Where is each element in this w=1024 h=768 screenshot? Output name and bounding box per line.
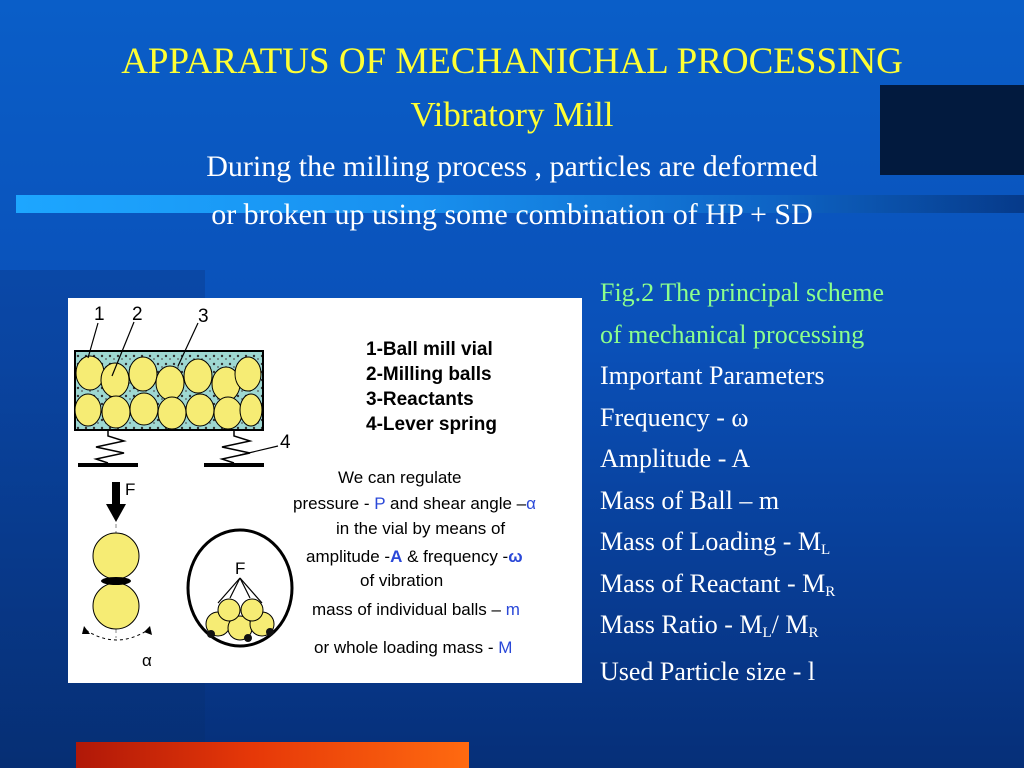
vial-cross-section bbox=[188, 530, 292, 646]
param-particle-size: Used Particle size - l bbox=[600, 656, 816, 686]
legend-vial: 1-Ball mill vial bbox=[366, 339, 493, 360]
mill-diagram bbox=[68, 298, 582, 683]
note-amplitude: amplitude - bbox=[306, 547, 391, 566]
parameters-panel bbox=[600, 278, 1020, 698]
slide-title: APPARATUS OF MECHANICHAL PROCESSING bbox=[121, 41, 903, 82]
note-M: M bbox=[498, 638, 513, 657]
mass-ratio-mid: / M bbox=[771, 610, 809, 639]
note-omega: ω bbox=[508, 547, 523, 566]
mass-loading-text: Mass of Loading - M bbox=[600, 527, 821, 556]
note-line-6 bbox=[312, 600, 520, 619]
note-line-1: We can regulate bbox=[338, 468, 462, 487]
lever-spring-left bbox=[78, 430, 138, 465]
callout-2: 2 bbox=[132, 304, 143, 325]
note-line-2 bbox=[293, 494, 536, 513]
note-line-7 bbox=[314, 638, 512, 657]
mass-loading-sub: L bbox=[820, 542, 831, 558]
mass-ratio-sub-2: R bbox=[808, 625, 819, 641]
note-line-4 bbox=[306, 547, 523, 566]
note-pressure: pressure - bbox=[293, 494, 375, 513]
note-p: P bbox=[374, 494, 386, 513]
force-label-2: F bbox=[235, 559, 246, 578]
mass-ratio-sub-1: L bbox=[762, 625, 772, 641]
note-alpha: α bbox=[526, 494, 536, 513]
mass-reactant-text: Mass of Reactant - M bbox=[600, 568, 826, 598]
param-mass-ball: Mass of Ball – m bbox=[600, 485, 780, 515]
legend-reactants: 3-Reactants bbox=[366, 389, 474, 410]
param-mass-reactant bbox=[600, 569, 1020, 611]
param-mass-loading bbox=[600, 527, 1020, 569]
description-line-2: or broken up using some combination of HP + SD bbox=[211, 198, 813, 231]
mass-reactant-sub: R bbox=[825, 583, 836, 600]
parameters-heading: Important Parameters bbox=[600, 361, 825, 390]
alpha-label: α bbox=[142, 651, 152, 670]
colliding-balls bbox=[82, 524, 152, 640]
force-label: F bbox=[125, 480, 136, 499]
mass-ratio-text: Mass Ratio - M bbox=[600, 610, 763, 639]
param-amplitude: Amplitude - A bbox=[600, 444, 751, 473]
force-arrow bbox=[106, 482, 126, 522]
ball-mill-vial bbox=[75, 351, 263, 430]
red-orange-bar bbox=[76, 742, 469, 768]
figure-caption-2: of mechanical processing bbox=[600, 319, 865, 349]
note-shear: and shear angle – bbox=[385, 494, 527, 513]
note-line-5: of vibration bbox=[360, 571, 444, 590]
note-line-3: in the vial by means of bbox=[336, 519, 506, 538]
note-a: A bbox=[390, 547, 403, 566]
callout-3: 3 bbox=[198, 306, 209, 327]
callout-4: 4 bbox=[280, 432, 291, 453]
figure-caption-1: Fig.2 The principal scheme bbox=[600, 278, 885, 307]
legend-balls: 2-Milling balls bbox=[366, 364, 492, 385]
note-mass-balls: mass of individual balls – bbox=[312, 600, 506, 619]
param-frequency: Frequency - ω bbox=[600, 402, 749, 432]
note-m: m bbox=[505, 600, 520, 619]
slide-subtitle: Vibratory Mill bbox=[410, 95, 614, 134]
note-loading-mass: or whole loading mass - bbox=[314, 638, 499, 657]
legend-spring: 4-Lever spring bbox=[366, 414, 497, 435]
callout-1: 1 bbox=[94, 304, 105, 325]
lever-spring-right bbox=[204, 430, 264, 465]
param-mass-ratio bbox=[600, 610, 1020, 652]
description-line-1: During the milling process , particles are deformed bbox=[206, 150, 818, 183]
note-frequency: & frequency - bbox=[402, 547, 509, 566]
